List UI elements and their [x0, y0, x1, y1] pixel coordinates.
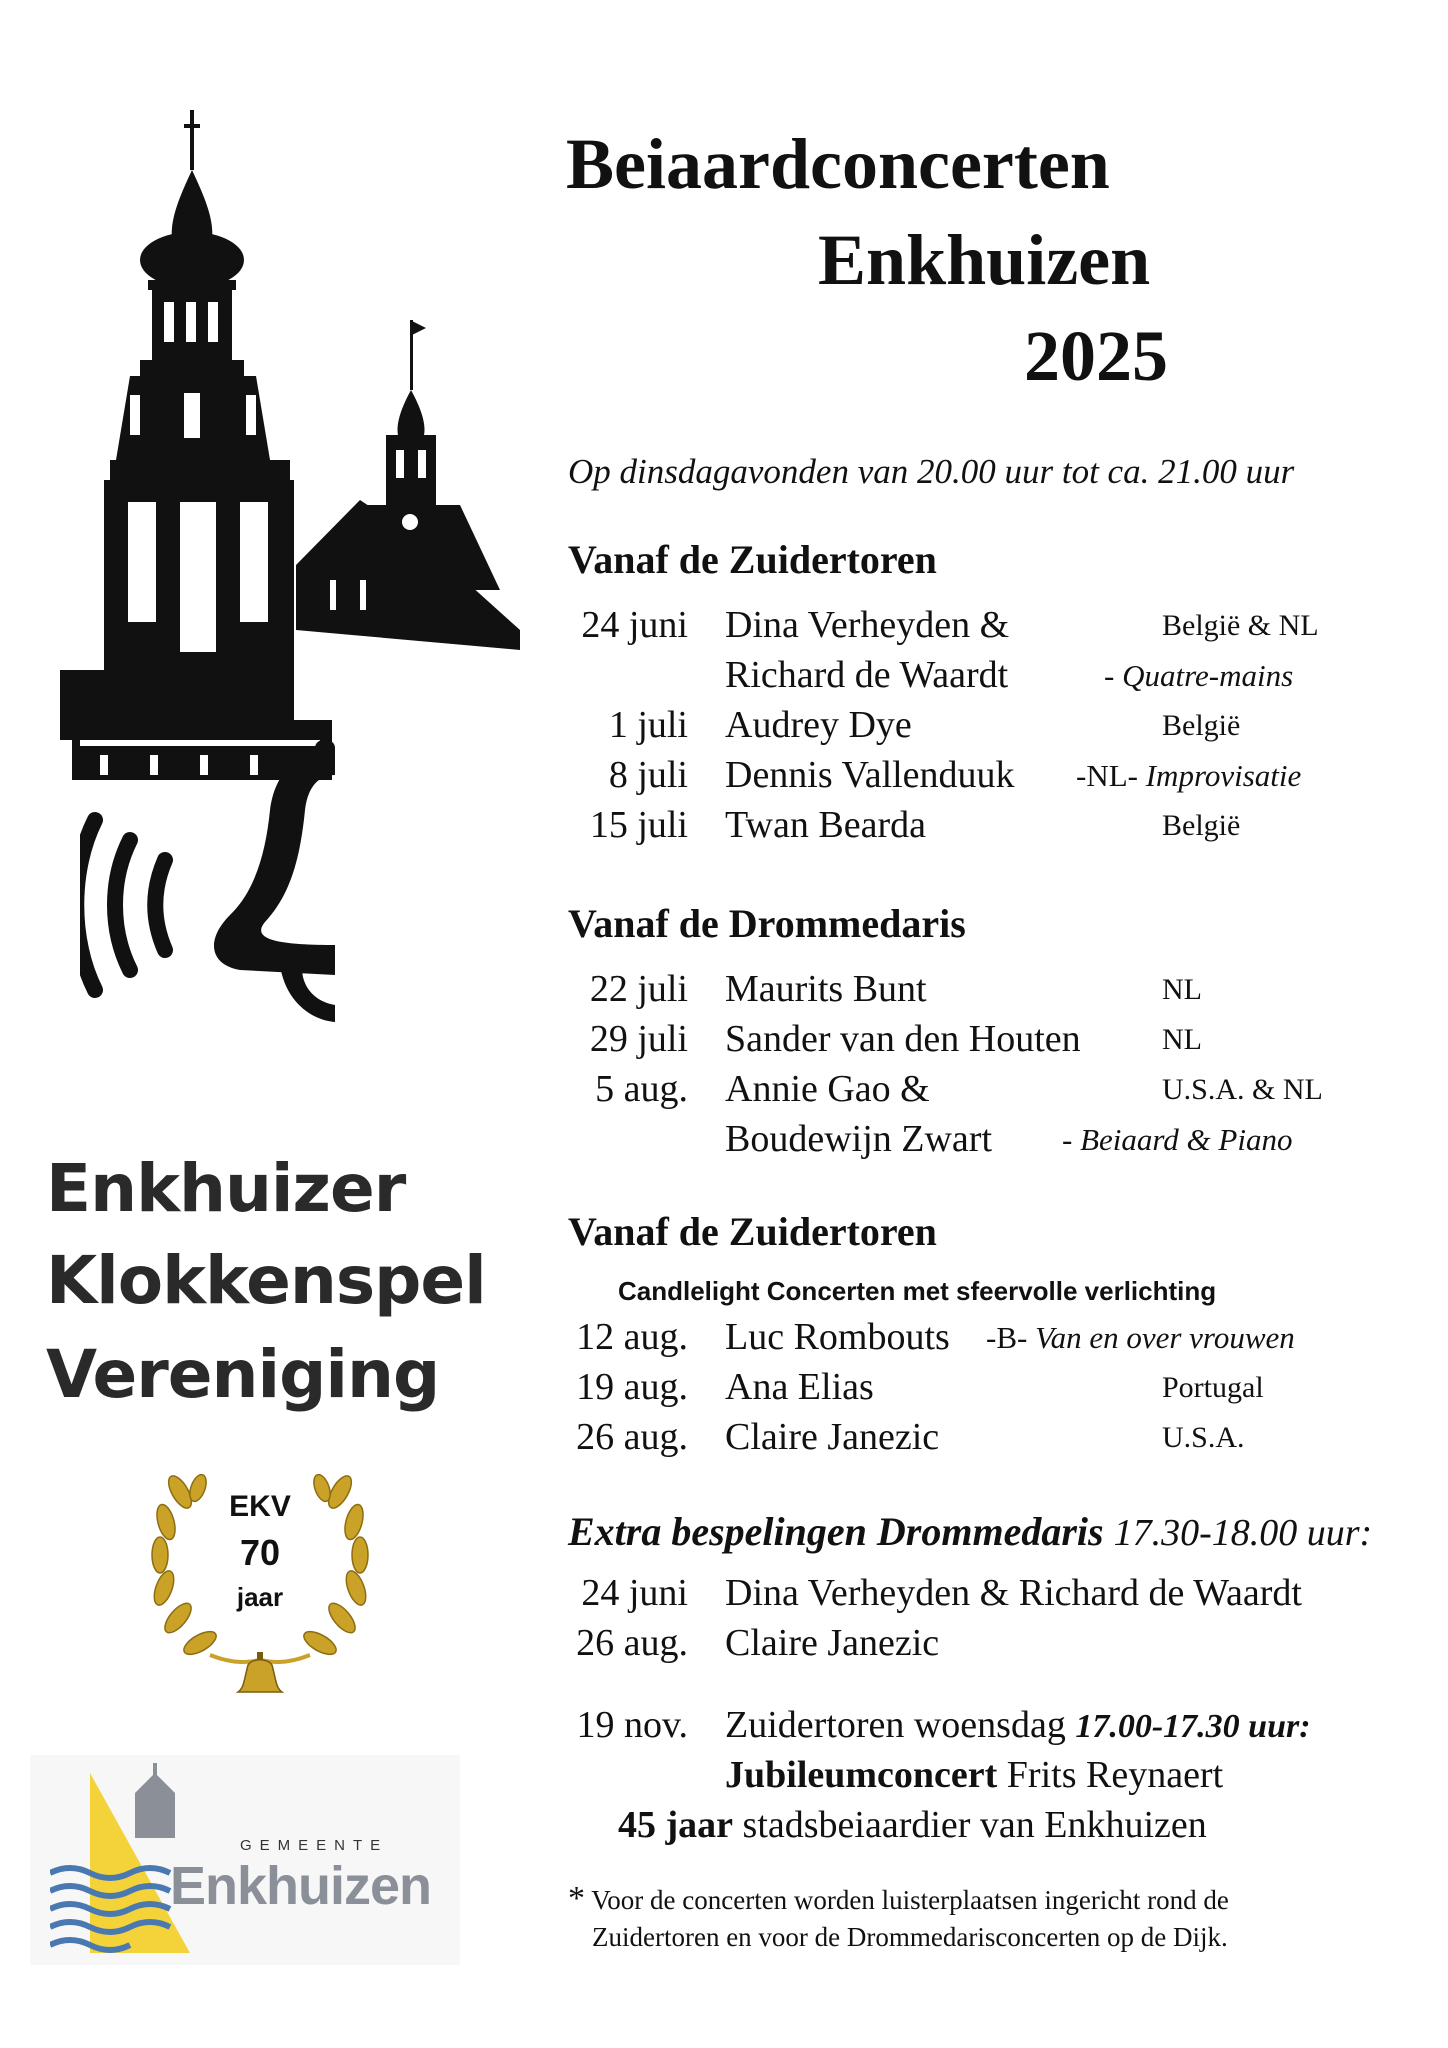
badge-line3: jaar	[236, 1582, 284, 1612]
note-prefix: -B-	[986, 1320, 1036, 1355]
footnote-text1: Voor de concerten worden luisterplaatsen ingericht rond de	[591, 1885, 1229, 1915]
candlelight-subheading: Candlelight Concerten met sfeervolle verlichting	[618, 1276, 1217, 1306]
note-prefix: -	[1062, 1122, 1081, 1157]
association-name-line2: Klokkenspel	[46, 1242, 486, 1319]
list-item	[0, 1365, 1448, 1415]
concert-date: 12 aug.	[576, 1316, 688, 1358]
performance-note: Beiaard & Piano	[1080, 1122, 1293, 1157]
concert-date: 15 juli	[589, 804, 688, 846]
jubileum-time: 17.00-17.30 uur:	[1075, 1708, 1311, 1745]
performer-name: Audrey Dye	[725, 704, 912, 746]
jubileum-place	[725, 1703, 1311, 1747]
list-item	[0, 603, 1448, 653]
performer-name: Ana Elias	[725, 1366, 874, 1408]
jubileum-performer: Frits Reynaert	[1006, 1754, 1224, 1796]
performance-note: Van en over vrouwen	[1035, 1320, 1295, 1355]
footnote-line2: Zuidertoren en voor de Drommedarisconcerten op de Dijk.	[592, 1922, 1228, 1952]
list-item	[0, 967, 1448, 1017]
performer-name: Sander van den Houten	[725, 1018, 1081, 1060]
list-item	[0, 1067, 1448, 1117]
list-item	[0, 803, 1448, 853]
municipality-logo	[30, 1755, 460, 1965]
drommedaris-icon	[296, 320, 520, 650]
list-item	[0, 1621, 1448, 1671]
badge-line2: 70	[239, 1532, 281, 1573]
concert-date: 29 juli	[589, 1018, 688, 1060]
jubileum-years-text: stadsbeiaardier van Enkhuizen	[742, 1804, 1207, 1846]
performer-name: Dina Verheyden &	[725, 604, 1010, 646]
performer-country: NL	[1162, 973, 1202, 1006]
performance-note: Improvisatie	[1145, 758, 1302, 793]
association-name-line1: Enkhuizer	[46, 1150, 406, 1227]
footnote-star: *	[568, 1880, 585, 1917]
section3-heading: Vanaf de Zuidertoren	[568, 1209, 937, 1254]
performer-name: Twan Bearda	[725, 804, 926, 846]
extra-heading-text: Extra bespelingen Drommedaris	[568, 1509, 1104, 1554]
note-prefix: -NL-	[1076, 758, 1146, 793]
performer-name: Luc Rombouts	[725, 1316, 950, 1358]
jubileum-years: 45 jaar	[618, 1804, 734, 1846]
performer-name: Annie Gao &	[725, 1068, 930, 1110]
performer-country: NL	[1162, 1023, 1202, 1056]
section2-heading: Vanaf de Drommedaris	[568, 901, 966, 946]
performer-country: België	[1162, 709, 1241, 742]
performance-note: Quatre-mains	[1122, 658, 1294, 693]
page-title-line2: Enkhuizen	[818, 220, 1151, 300]
performer-name: Dina Verheyden & Richard de Waardt	[725, 1572, 1302, 1614]
performer-country: U.S.A.	[1162, 1421, 1245, 1454]
schedule-subtitle: Op dinsdagavonden van 20.00 uur tot ca. 21.00 uur	[568, 452, 1295, 491]
extra-heading-time: 17.30-18.00 uur:	[1113, 1512, 1373, 1554]
concert-date: 26 aug.	[576, 1622, 688, 1664]
association-name-line3: Vereniging	[46, 1336, 440, 1413]
list-item	[0, 1117, 1448, 1167]
performer-country: België & NL	[1162, 609, 1319, 642]
list-item	[0, 703, 1448, 753]
badge-line1: EKV	[229, 1490, 291, 1523]
concert-date: 1 juli	[608, 704, 688, 746]
concert-date: 8 juli	[608, 754, 688, 796]
jubileum-concert	[725, 1753, 1223, 1797]
list-item	[0, 1415, 1448, 1465]
concert-date: 24 juni	[581, 1572, 688, 1614]
concert-date: 22 juli	[589, 968, 688, 1010]
footnote-line1	[568, 1880, 1229, 1919]
municipality-name: Enkhuizen	[170, 1856, 432, 1916]
list-item	[0, 1315, 1448, 1365]
concert-date: 26 aug.	[576, 1416, 688, 1458]
municipality-small-label: GEMEENTE	[240, 1837, 389, 1854]
section1-heading: Vanaf de Zuidertoren	[568, 537, 937, 582]
page-title-line1: Beiaardconcerten	[566, 124, 1110, 204]
performer-country: U.S.A. & NL	[1162, 1073, 1323, 1106]
concert-date: 19 nov.	[576, 1704, 688, 1746]
performer-country: Portugal	[1162, 1371, 1264, 1404]
performer-name: Dennis Vallenduuk	[725, 754, 1015, 796]
performer-name: Richard de Waardt	[725, 654, 1009, 696]
concert-date: 19 aug.	[576, 1366, 688, 1408]
jubileum-anniversary	[618, 1803, 1207, 1847]
performer-name: Boudewijn Zwart	[725, 1118, 993, 1160]
performer-country: België	[1162, 809, 1241, 842]
page-title-line3: 2025	[1024, 316, 1168, 396]
performer-name: Maurits Bunt	[725, 968, 927, 1010]
list-item	[0, 753, 1448, 803]
list-item	[0, 1017, 1448, 1067]
note-prefix: -	[1104, 658, 1123, 693]
jubileum-concert-label: Jubileumconcert	[725, 1754, 998, 1796]
performer-name: Claire Janezic	[725, 1622, 940, 1664]
concert-date: 5 aug.	[595, 1068, 688, 1110]
jubileum-place-text: Zuidertoren woensdag	[725, 1704, 1066, 1746]
jubileum-row	[0, 1703, 1448, 1753]
list-item	[0, 653, 1448, 703]
list-item	[0, 1571, 1448, 1621]
concert-date: 24 juni	[581, 604, 688, 646]
extra-heading	[568, 1508, 1372, 1555]
performer-name: Claire Janezic	[725, 1416, 940, 1458]
